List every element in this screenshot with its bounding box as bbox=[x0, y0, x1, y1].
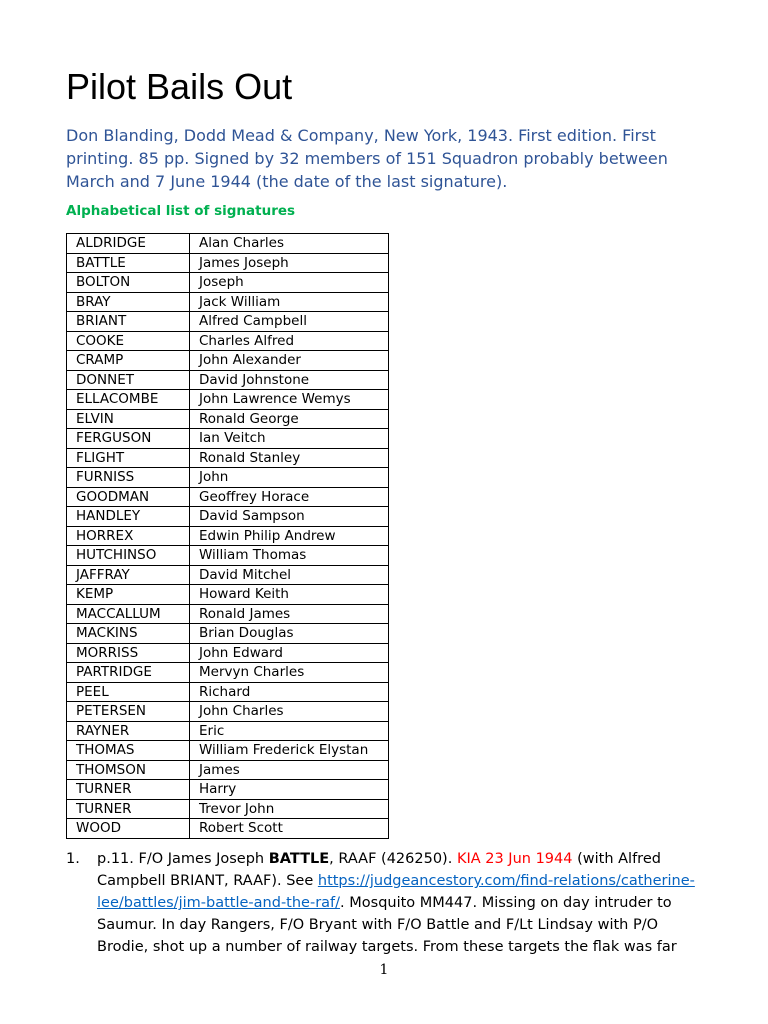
table-row bbox=[67, 292, 389, 312]
given-names-cell: Jack William bbox=[190, 292, 389, 312]
surname-cell: BOLTON bbox=[67, 273, 190, 293]
given-names-cell: Alfred Campbell bbox=[190, 312, 389, 332]
page-number: 1 bbox=[379, 962, 389, 978]
given-names-cell: William Frederick Elystan bbox=[190, 741, 389, 761]
given-names-cell: Howard Keith bbox=[190, 585, 389, 605]
surname-cell: BATTLE bbox=[67, 253, 190, 273]
given-names-cell: Ronald Stanley bbox=[190, 448, 389, 468]
table-row bbox=[67, 468, 389, 488]
surname-cell: WOOD bbox=[67, 819, 190, 839]
given-names-cell: David Sampson bbox=[190, 507, 389, 527]
table-row bbox=[67, 448, 389, 468]
surname-cell: BRIANT bbox=[67, 312, 190, 332]
given-names-cell: Eric bbox=[190, 721, 389, 741]
page-title: Pilot Bails Out bbox=[66, 66, 293, 107]
surname-cell: THOMAS bbox=[67, 741, 190, 761]
given-names-cell: Charles Alfred bbox=[190, 331, 389, 351]
footnote-text-part1: p.11. F/O James Joseph bbox=[97, 851, 269, 867]
surname-cell: FURNISS bbox=[67, 468, 190, 488]
footnote-text-part3: (with Alfred Campbell BRIANT, RAAF). See bbox=[97, 851, 661, 889]
signatures-table bbox=[66, 233, 389, 839]
table-row bbox=[67, 780, 389, 800]
table-row bbox=[67, 819, 389, 839]
table-row bbox=[67, 702, 389, 722]
footnote-link[interactable]: https://judgeancestory.com/find-relations/catherine-lee/battles/jim-battle-and-the-raf/ bbox=[97, 873, 695, 911]
table-row bbox=[67, 487, 389, 507]
table-row bbox=[67, 721, 389, 741]
table-row bbox=[67, 370, 389, 390]
surname-cell: PEEL bbox=[67, 682, 190, 702]
footnote-text-part2: , RAAF (426250). bbox=[329, 851, 457, 867]
surname-cell: THOMSON bbox=[67, 760, 190, 780]
surname-cell: PARTRIDGE bbox=[67, 663, 190, 683]
signatures-table-body bbox=[67, 234, 389, 839]
surname-cell: ALDRIDGE bbox=[67, 234, 190, 254]
table-row bbox=[67, 507, 389, 527]
given-names-cell: John Edward bbox=[190, 643, 389, 663]
given-names-cell: Brian Douglas bbox=[190, 624, 389, 644]
intro-paragraph: Don Blanding, Dodd Mead & Company, New York, 1943. First edition. First printing. 85 pp. Signed by 32 members of 151 Squadron probably between March and 7 June 1944 (the date of the last signature). bbox=[66, 126, 668, 191]
table-row bbox=[67, 253, 389, 273]
surname-cell: KEMP bbox=[67, 585, 190, 605]
surname-cell: GOODMAN bbox=[67, 487, 190, 507]
footnote-item bbox=[66, 848, 706, 958]
given-names-cell: James Joseph bbox=[190, 253, 389, 273]
table-row bbox=[67, 604, 389, 624]
given-names-cell: Edwin Philip Andrew bbox=[190, 526, 389, 546]
footnote-number: 1. bbox=[66, 851, 80, 867]
table-row bbox=[67, 234, 389, 254]
table-row bbox=[67, 273, 389, 293]
surname-cell: HUTCHINSO bbox=[67, 546, 190, 566]
given-names-cell: Robert Scott bbox=[190, 819, 389, 839]
given-names-cell: John Lawrence Wemys bbox=[190, 390, 389, 410]
given-names-cell: Ian Veitch bbox=[190, 429, 389, 449]
given-names-cell: William Thomas bbox=[190, 546, 389, 566]
given-names-cell: Harry bbox=[190, 780, 389, 800]
surname-cell: FERGUSON bbox=[67, 429, 190, 449]
table-row bbox=[67, 799, 389, 819]
table-row bbox=[67, 429, 389, 449]
table-row bbox=[67, 546, 389, 566]
surname-cell: HORREX bbox=[67, 526, 190, 546]
table-row bbox=[67, 526, 389, 546]
surname-cell: FLIGHT bbox=[67, 448, 190, 468]
table-row bbox=[67, 331, 389, 351]
surname-cell: TURNER bbox=[67, 780, 190, 800]
surname-cell: JAFFRAY bbox=[67, 565, 190, 585]
table-row bbox=[67, 351, 389, 371]
footnote-text bbox=[97, 848, 706, 958]
table-row bbox=[67, 682, 389, 702]
table-row bbox=[67, 663, 389, 683]
table-row bbox=[67, 741, 389, 761]
surname-cell: TURNER bbox=[67, 799, 190, 819]
table-row bbox=[67, 585, 389, 605]
given-names-cell: Geoffrey Horace bbox=[190, 487, 389, 507]
given-names-cell: Mervyn Charles bbox=[190, 663, 389, 683]
given-names-cell: Trevor John bbox=[190, 799, 389, 819]
surname-cell: MORRISS bbox=[67, 643, 190, 663]
given-names-cell: David Mitchel bbox=[190, 565, 389, 585]
given-names-cell: Joseph bbox=[190, 273, 389, 293]
table-row bbox=[67, 409, 389, 429]
surname-cell: MACCALLUM bbox=[67, 604, 190, 624]
surname-cell: COOKE bbox=[67, 331, 190, 351]
table-row bbox=[67, 390, 389, 410]
given-names-cell: John bbox=[190, 468, 389, 488]
given-names-cell: James bbox=[190, 760, 389, 780]
given-names-cell: Richard bbox=[190, 682, 389, 702]
surname-cell: CRAMP bbox=[67, 351, 190, 371]
surname-cell: MACKINS bbox=[67, 624, 190, 644]
table-row bbox=[67, 312, 389, 332]
surname-cell: RAYNER bbox=[67, 721, 190, 741]
given-names-cell: David Johnstone bbox=[190, 370, 389, 390]
surname-cell: HANDLEY bbox=[67, 507, 190, 527]
surname-cell: DONNET bbox=[67, 370, 190, 390]
footnote-kia-date: KIA 23 Jun 1944 bbox=[456, 851, 573, 867]
given-names-cell: Alan Charles bbox=[190, 234, 389, 254]
given-names-cell: Ronald George bbox=[190, 409, 389, 429]
table-row bbox=[67, 643, 389, 663]
given-names-cell: John Charles bbox=[190, 702, 389, 722]
surname-cell: ELVIN bbox=[67, 409, 190, 429]
table-row bbox=[67, 624, 389, 644]
given-names-cell: John Alexander bbox=[190, 351, 389, 371]
footnote-surname-bold: BATTLE bbox=[268, 851, 330, 867]
table-row bbox=[67, 760, 389, 780]
surname-cell: BRAY bbox=[67, 292, 190, 312]
surname-cell: ELLACOMBE bbox=[67, 390, 190, 410]
surname-cell: PETERSEN bbox=[67, 702, 190, 722]
table-row bbox=[67, 565, 389, 585]
signatures-heading: Alphabetical list of signatures bbox=[66, 203, 296, 219]
given-names-cell: Ronald James bbox=[190, 604, 389, 624]
footnote-text-part4: . Mosquito MM447. Missing on day intruder to Saumur. In day Rangers, F/O Bryant with F/O Battle and F/Lt Lindsay with P/O Brodie, shot up a number of railway targets. From these targets the flak was far bbox=[97, 895, 677, 955]
